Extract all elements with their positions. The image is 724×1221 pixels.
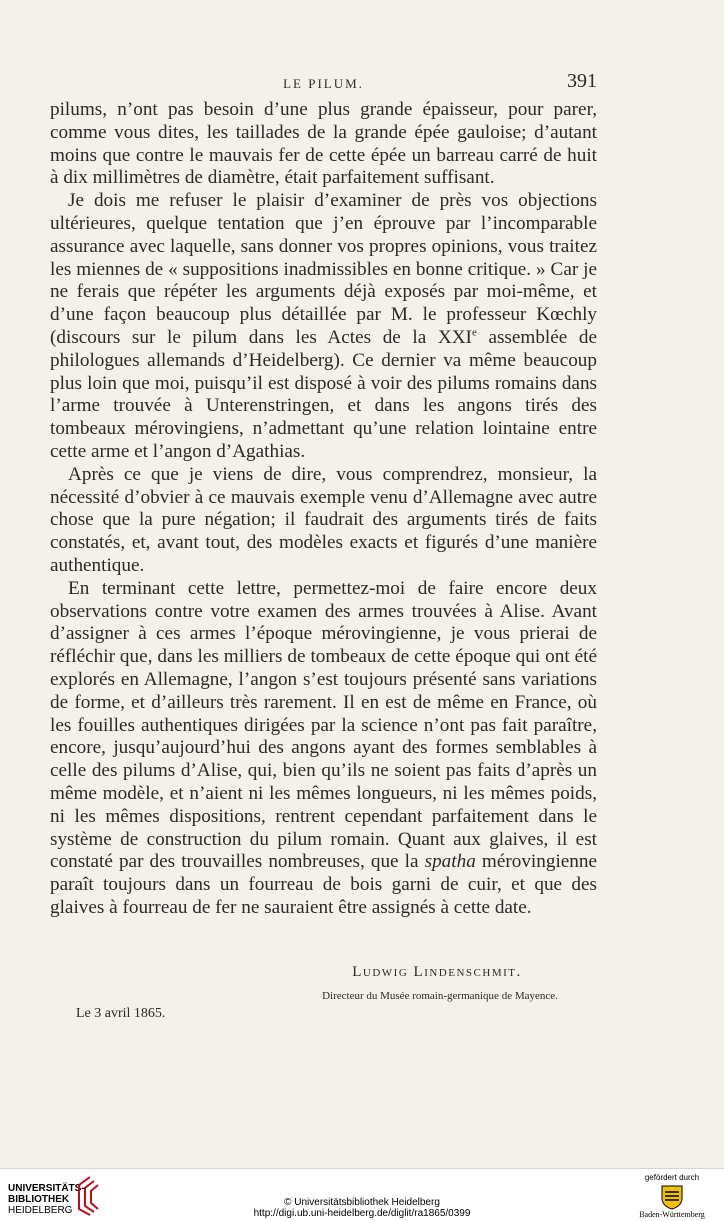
paragraph-4-text-cont: mérovingienne paraît toujours dans un fourreau de bois garni de cuir, et que des glaives à fourreau de fer ne sauraient être assignés à cette date. (50, 851, 597, 918)
funding-label: gefördert durch (644, 1173, 700, 1182)
page-number: 391 (567, 70, 597, 92)
paragraph-4-text: En terminant cette lettre, permettez-moi de faire encore deux observations contre votre examen des armes trouvées à Alise. Avant d’assigner à ces armes l’époque mérovingienne, je vous prierai de réfléchir que, dans les milliers de tombeaux de cette époque qui ont été explorés en Allemagne, l’angon s’est toujours présenté sans variations de forme, et d’ailleurs très rarement. Il en est de même en France, où les fouilles authentiques dirigées par la science n’ont pas fait paraître, encore, jusqu’aujourd’hui des angons ayant des formes semblables à celle des pilums d’Alise, qui, bien qu’ils ne soient pas faits d’après un même modèle, et n’aient ni les mêmes longueurs, ni les mêmes poids, ni les mêmes dispositions, rentrent cependant parfaitement dans le système de construction du pilum romain. Quant aux glaives, il est constaté par des trouvailles nombreuses, que la (50, 577, 597, 873)
paragraph-2 (50, 190, 597, 464)
paragraph-1: pilums, n’ont pas besoin d’une plus grande épaisseur, pour parer, comme vous dites, les taillades de la grande épée gauloise; d’autant moins que contre le mauvais fer de cette épée un barreau carré de huit à dix millimètres de diamètre, était parfaitement suffisant. (50, 99, 597, 189)
viewer-footer (0, 1168, 724, 1221)
italic-term: spatha (424, 851, 476, 873)
library-name-line3: HEIDELBERG (8, 1205, 73, 1216)
date-line: Le 3 avril 1865. (76, 1006, 166, 1021)
page-header (50, 70, 597, 96)
permalink[interactable]: http://digi.ub.uni-heidelberg.de/diglit/ra1865/0399 (253, 1208, 471, 1219)
copyright-text: © Universitätsbibliothek Heidelberg (284, 1197, 440, 1208)
paragraph-3: Après ce que je viens de dire, vous comprendrez, monsieur, la nécessité d’obvier à ce mauvais exemple venu d’Allemagne avec autre chose que la pure négation; il faudrait des arguments tirés de faits constatés, et, avant tout, des modèles exacts et figurés d’une manière authentique. (50, 463, 597, 576)
signature-name: Ludwig Lindenschmit. (352, 964, 522, 980)
copyright-block (0, 1197, 724, 1219)
paragraph-2-text: Je dois me refuser le plaisir d’examiner de près vos objections ultérieures, quelque tentation que j’en éprouve par l’incomparable assurance avec laquelle, sans donner vos propres opinions, vous traitez les miennes de « suppositions inadmissibles en bonne critique. » Car je ne ferais que répéter les arguments déjà exposés par moi-même, et d’une façon beaucoup plus détaillée par M. le professeur Kœchly (discours sur le pilum dans les Actes de la XXI (50, 190, 597, 348)
state-crest-icon (660, 1184, 684, 1210)
body-text (50, 99, 597, 920)
funding-block (628, 1173, 716, 1219)
library-name-line2: BIBLIOTHEK (8, 1194, 70, 1205)
paragraph-2-text-cont: assemblée de philologues allemands d’Heidelberg). Ce dernier va même beaucoup plus loin que moi, puisqu’il est disposé à voir des pilums romains dans l’arme trouvée à Unterenstringen, et dans les angons tirés des tombeaux mérovingiens, n’admettant qu’une relation lointaine entre cette arme et l’angon d’Agathias. (50, 326, 597, 462)
superscript: e (471, 326, 477, 339)
funding-name: Baden-Württemberg (639, 1210, 705, 1219)
paragraph-4 (50, 578, 597, 920)
signature-role: Directeur du Musée romain-germanique de Mayence. (322, 990, 558, 1002)
running-title: LE PILUM. (283, 76, 364, 91)
library-name-line1: UNIVERSITÄTS- (8, 1183, 85, 1194)
